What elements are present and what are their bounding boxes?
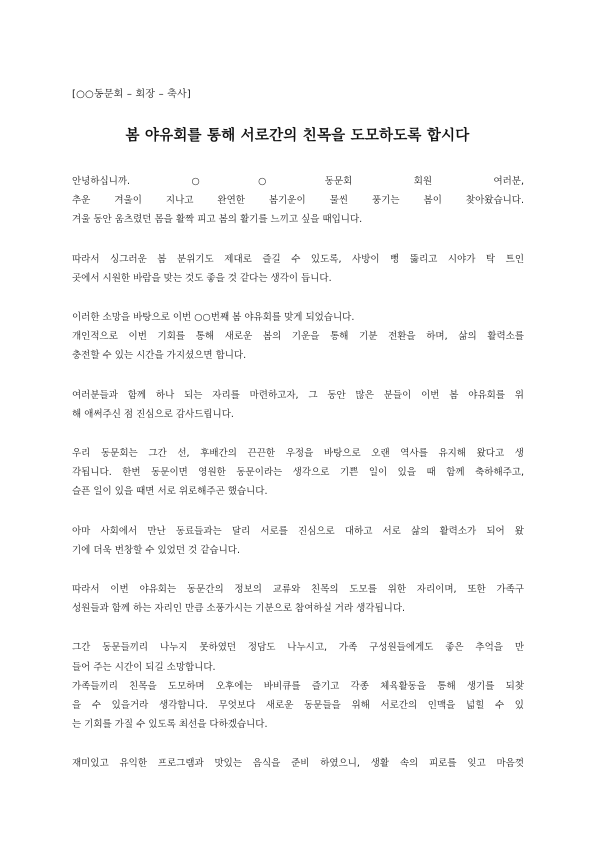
text-line: 아마 사회에서 만난 동료들과는 달리 서로를 진심으로 대하고 서로 삶의 활력소가 되어 왔: [72, 525, 524, 537]
paragraph-3: [72, 308, 524, 366]
text-line: 들어 주는 시간이 되길 소망합니다.: [72, 661, 216, 673]
text-line: 우리 동문회는 그간 선, 후배간의 끈끈한 우정을 바탕으로 오랜 역사를 유지해 왔다고 생: [72, 448, 524, 460]
text-line: 슬픈 일이 있을 때면 서로 위로해주곤 했습니다.: [72, 486, 268, 498]
text-line: 따라서 이번 야유회는 동문간의 정보의 교류와 친목의 도모를 위한 자리이며, 또한 가족구: [72, 584, 524, 596]
document-title: 봄 야유회를 통해 서로간의 친목을 도모하도록 합시다: [125, 128, 470, 144]
paragraph-2: [72, 250, 524, 288]
text-line: 재미있고 유익한 프로그램과 맛있는 음식을 준비 하였으니, 생활 속의 피로를 잊고 마음껏: [72, 758, 524, 770]
text-line: 겨울 동안 움츠렸던 몸을 활짝 피고 봄의 활기를 느끼고 싶을 때입니다.: [72, 214, 363, 226]
text-line: 그간 동문들끼리 나누지 못하였던 정담도 나누시고, 가족 구성원들에게도 좋은 추억을 만: [72, 642, 524, 654]
document-body: [72, 172, 524, 794]
paragraph-1: [72, 172, 524, 230]
text-line: 곳에서 시원한 바람을 맞는 것도 좋을 것 같다는 생각이 듭니다.: [72, 272, 332, 284]
text-line: 가족들끼리 친목을 도모하며 오후에는 바비큐를 즐기고 각종 체육활동을 통해 생기를 되찾: [72, 680, 524, 692]
text-line: 개인적으로 이번 기회를 통해 새로운 봄의 기운을 통해 기분 전환을 하며, 삶의 활력소를: [72, 331, 524, 343]
text-line: 성원들과 함께 하는 자리인 만큼 소풍가시는 기분으로 참여하실 거라 생각됩니다.: [72, 603, 406, 615]
text-line: 는 기회를 가질 수 있도록 최선을 다하겠습니다.: [72, 719, 268, 731]
paragraph-8: [72, 638, 524, 676]
text-line: 이러한 소망을 바탕으로 이번 ○○번째 봄 야유회를 맞게 되었습니다.: [72, 312, 355, 324]
paragraph-9: [72, 677, 524, 735]
text-line: 해 애써주신 점 진심으로 감사드립니다.: [72, 408, 234, 420]
document-header-tag: [○○동문회 – 회장 – 축사]: [72, 89, 191, 100]
text-line: 추운 겨울이 지나고 완연한 봄기운이 물씬 풍기는 봄이 찾아왔습니다.: [72, 195, 524, 207]
paragraph-5: [72, 444, 524, 502]
paragraph-7: [72, 580, 524, 618]
text-line: 따라서 싱그러운 봄 분위기도 제대로 즐길 수 있도록, 사방이 뻥 뚫리고 시야가 탁 트인: [72, 253, 524, 265]
text-line: 을 수 있을거라 생각합니다. 무엇보다 새로운 동문들을 위해 서로간의 인맥을 넓힐 수 있: [72, 700, 524, 712]
paragraph-10: [72, 754, 524, 773]
text-line: 여러분들과 함께 하나 되는 자리를 마련하고자, 그 동안 많은 분들이 이번 봄 야유회를 위: [72, 389, 524, 401]
text-line: 각됩니다. 한번 동문이면 영원한 동문이라는 생각으로 기쁜 일이 있을 때 함께 축하해주고,: [72, 467, 524, 479]
text-line: 기에 더욱 번창할 수 있었던 것 같습니다.: [72, 544, 240, 556]
text-line: 충전할 수 있는 시간을 가지셨으면 합니다.: [72, 350, 247, 362]
paragraph-6: [72, 522, 524, 560]
paragraph-4: [72, 386, 524, 424]
text-line: 안녕하십니까. ○○동문회 회원 여러분,: [72, 176, 524, 187]
